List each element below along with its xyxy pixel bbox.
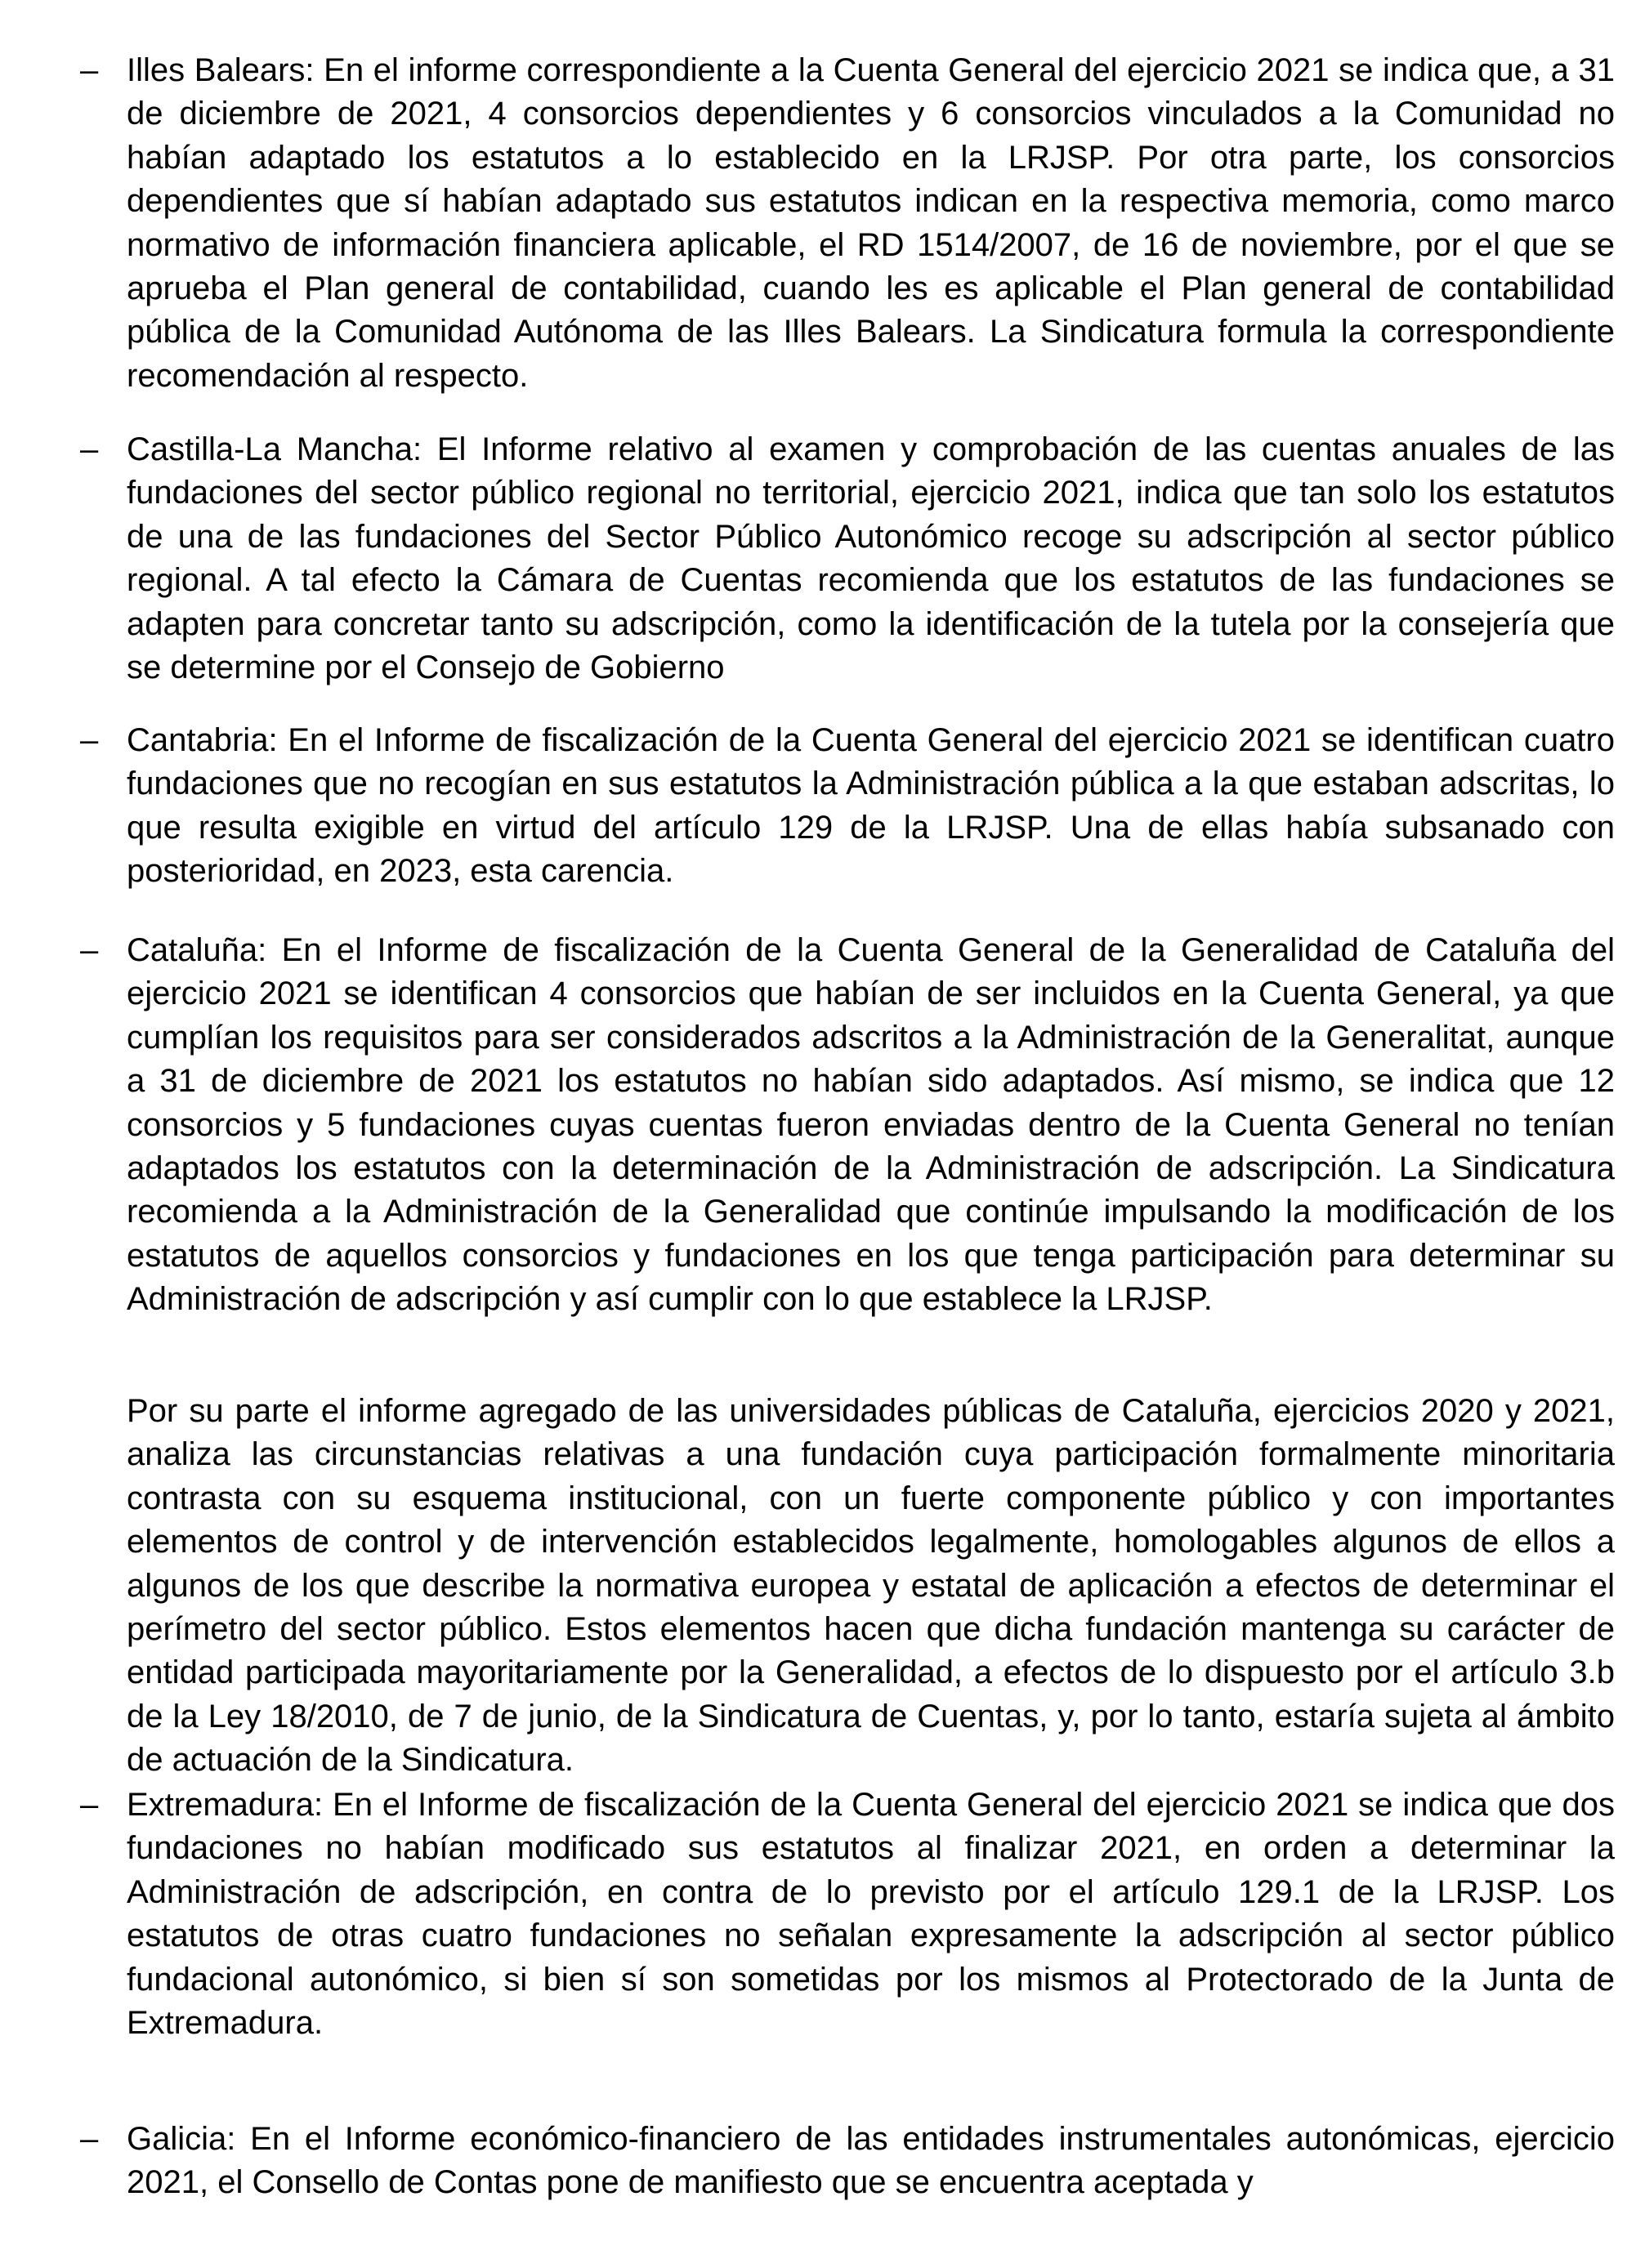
bullet-dash: – [80, 52, 99, 88]
bullet-dash: – [80, 1787, 99, 1823]
paragraph-castilla-la-mancha: Castilla-La Mancha: El Informe relativo al examen y comprobación de las cuentas anuales de las fundaciones del sector público regional no territorial, ejercicio 2021, indica que tan solo los estatutos de una de las fundaciones del Sector Público Autonómico recoge su adscripción al sector público regional. A tal efecto la Cámara de Cuentas recomienda que los estatutos de las fundaciones se adapten para concretar tanto su adscripción, como la identificación de la tutela por la consejería que se determine por el Consejo de Gobierno [127, 431, 1615, 686]
bullet-dash: – [80, 431, 99, 467]
paragraph-galicia: Galicia: En el Informe económico-financiero de las entidades instrumentales autonómicas, ejercicio 2021, el Consello de Contas pone de manifiesto que se encuentra aceptada y [127, 2121, 1615, 2201]
paragraph-extremadura: Extremadura: En el Informe de fiscalización de la Cuenta General del ejercicio 2021 se indica que dos fundaciones no habían modificado sus estatutos al finalizar 2021, en orden a determinar la Administración de adscripción, en contra de lo previsto por el artículo 129.1 de la LRJSP. Los estatutos de otras cuatro fundaciones no señalan expresamente la adscripción al sector público fundacional autonómico, si bien sí son sometidas por los mismos al Protectorado de la Junta de Extremadura. [127, 1787, 1615, 2042]
paragraph-illes-balears: Illes Balears: En el informe correspondiente a la Cuenta General del ejercicio 2021 se indica que, a 31 de diciembre de 2021, 4 consorcios dependientes y 6 consorcios vinculados a la Comunidad no habían adaptado los estatutos a lo establecido en la LRJSP. Por otra parte, los consorcios dependientes que sí habían adaptado sus estatutos indican en la respectiva memoria, como marco normativo de información financiera aplicable, el RD 1514/2007, de 16 de noviembre, por el que se aprueba el Plan general de contabilidad, cuando les es aplicable el Plan general de contabilidad pública de la Comunidad Autónoma de las Illes Balears. La Sindicatura formula la correspondiente recomendación al respecto. [127, 52, 1615, 394]
bullet-dash: – [80, 932, 99, 968]
bullet-dash: – [80, 722, 99, 758]
paragraph-cataluna: Cataluña: En el Informe de fiscalización de la Cuenta General de la Generalidad de Cataluña del ejercicio 2021 se identifican 4 consorcios que habían de ser incluidos en la Cuenta General, ya que cumplían los requisitos para ser considerados adscritos a la Administración de la Generalitat, aunque a 31 de diciembre de 2021 los estatutos no habían sido adaptados. Así mismo, se indica que 12 consorcios y 5 fundaciones cuyas cuentas fueron enviadas dentro de la Cuenta General no tenían adaptados los estatutos con la determinación de la Administración de adscripción. La Sindicatura recomienda a la Administración de la Generalidad que continúe impulsando la modificación de los estatutos de aquellos consorcios y fundaciones en los que tenga participación para determinar su Administración de adscripción y así cumplir con lo que establece la LRJSP. [127, 932, 1615, 1318]
paragraph-cantabria: Cantabria: En el Informe de fiscalización de la Cuenta General del ejercicio 2021 se identifican cuatro fundaciones que no recogían en sus estatutos la Administración pública a la que estaban adscritas, lo que resulta exigible en virtud del artículo 129 de la LRJSP. Una de ellas había subsanado con posterioridad, en 2023, esta carencia. [127, 722, 1615, 890]
bullet-dash: – [80, 2121, 99, 2157]
paragraph-cataluna-continuation: Por su parte el informe agregado de las universidades públicas de Cataluña, ejercicios 2020 y 2021, analiza las circunstancias relativas a una fundación cuya participación formalmente minoritaria contrasta con su esquema institucional, con un fuerte componente público y con importantes elementos de control y de intervención establecidos legalmente, homologables algunos de ellos a algunos de los que describe la normativa europea y estatal de aplicación a efectos de determinar el perímetro del sector público. Estos elementos hacen que dicha fundación mantenga su carácter de entidad participada mayoritariamente por la Generalidad, a efectos de lo dispuesto por el artículo 3.b de la Ley 18/2010, de 7 de junio, de la Sindicatura de Cuentas, y, por lo tanto, estaría sujeta al ámbito de actuación de la Sindicatura. [127, 1393, 1615, 1779]
